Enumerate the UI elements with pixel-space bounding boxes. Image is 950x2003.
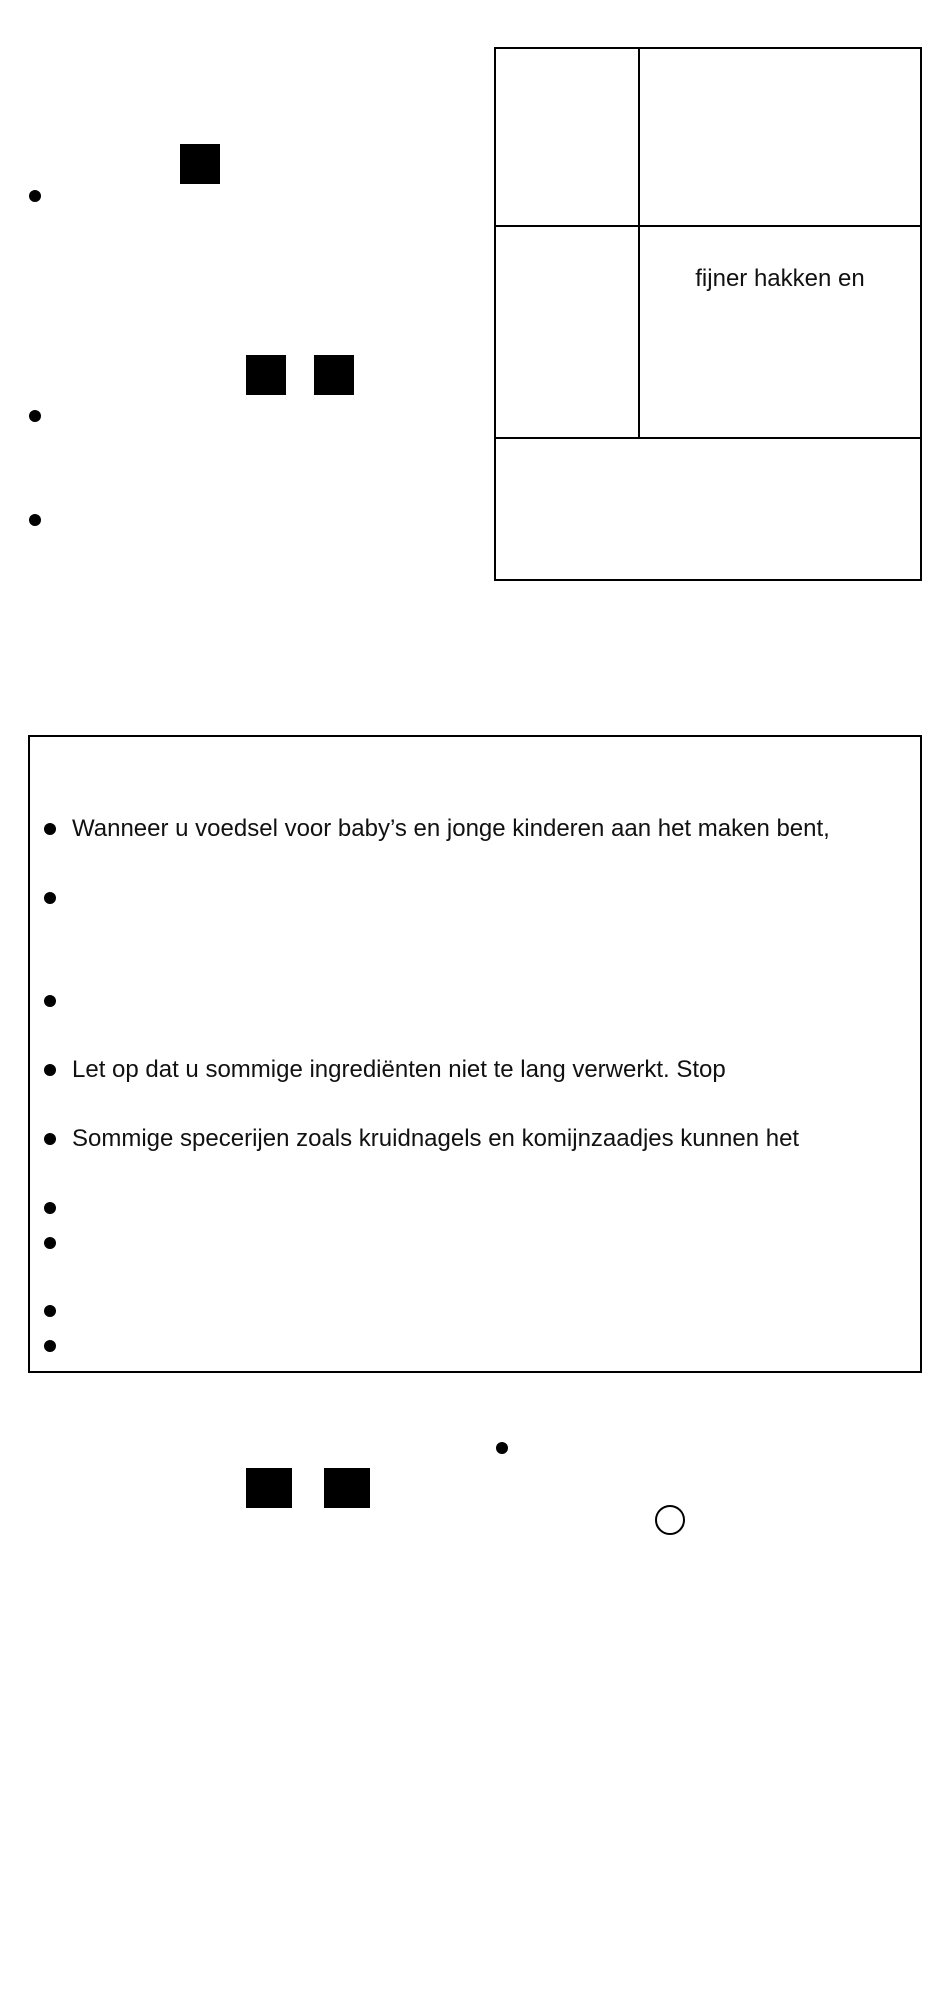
tip-bullet <box>44 1340 56 1352</box>
table-divider-row-1 <box>496 225 920 227</box>
tip-text: Let op dat u sommige ingrediënten niet te lang verwerkt. Stop <box>72 1056 726 1083</box>
tip-bullet <box>44 1202 56 1214</box>
bullet-dot <box>29 190 41 202</box>
bullet-dot <box>29 514 41 526</box>
square-marker-1 <box>180 144 220 184</box>
tips-box <box>28 735 922 1373</box>
tip-bullet <box>44 1305 56 1317</box>
tip-text: Wanneer u voedsel voor baby’s en jonge kinderen aan het maken bent, <box>72 815 830 842</box>
tip-bullet <box>44 1133 56 1145</box>
bullet-dot <box>29 410 41 422</box>
table-divider-row-2 <box>496 437 920 439</box>
square-marker-4 <box>246 1468 292 1508</box>
circle-marker <box>655 1505 685 1535</box>
tip-bullet <box>44 892 56 904</box>
table-cell-text: fijner hakken en <box>695 265 865 292</box>
square-marker-5 <box>324 1468 370 1508</box>
tip-bullet <box>44 823 56 835</box>
tip-bullet <box>44 1064 56 1076</box>
square-marker-2 <box>246 355 286 395</box>
instruction-table <box>494 47 922 581</box>
tip-bullet <box>44 1237 56 1249</box>
square-marker-3 <box>314 355 354 395</box>
table-divider-vertical <box>638 49 640 439</box>
tip-bullet <box>44 995 56 1007</box>
small-bullet-dot <box>496 1442 508 1454</box>
tip-text: Sommige specerijen zoals kruidnagels en komijnzaadjes kunnen het <box>72 1125 800 1152</box>
